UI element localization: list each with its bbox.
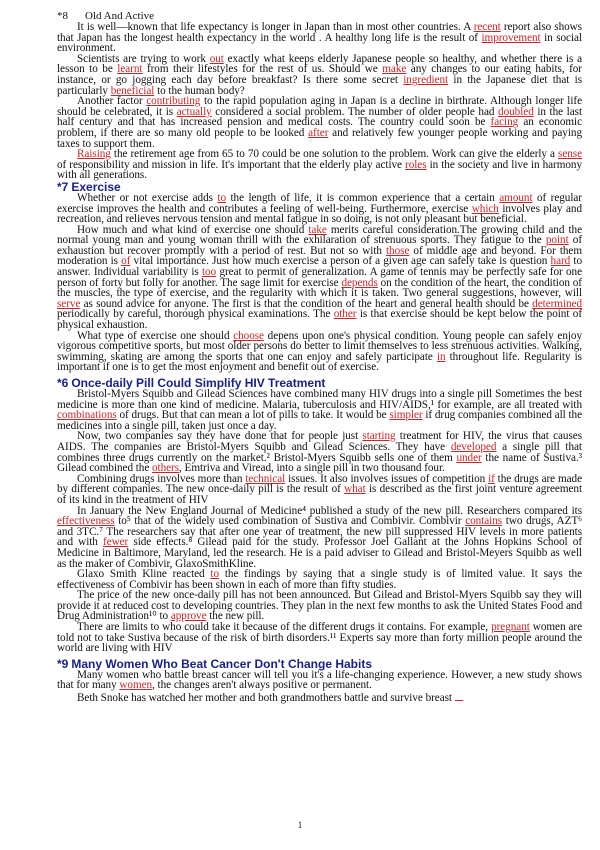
highlighted-word: Raising <box>77 148 111 161</box>
text-run: Beth Snoke has watched her mother and both grandmothers battle and survive breast <box>77 692 455 705</box>
text-run: Now, two companies say they have done that for people just <box>77 430 363 443</box>
text-run: It is well—known that life expectancy is longer in Japan than in most other countries. A <box>77 21 474 33</box>
text-run: There are limits to who could take it because of the different drugs it contains. For example, <box>77 621 492 634</box>
text-run: two drugs, AZT⁶ and 3TC.⁷ The researchers say that after one year of treatment, the new pill suppressed HIV levels in more patients and with <box>57 515 582 549</box>
highlighted-word: to <box>210 568 220 581</box>
text-run: involves play and recreation, and relieves nervous tension and mental fatigue in so doing, is not only pleasant but beneficial. <box>57 202 582 226</box>
text-run: How much and what kind of exercise one should <box>77 223 309 236</box>
text-run: the length of life, it is common experience that a certain <box>226 191 500 204</box>
text-run: merits careful consideration.The growing child and the normal young man and young woman thrill with the exhilaration of strenuous sports. They fatigue to the <box>57 223 582 247</box>
highlighted-word: to <box>217 191 226 204</box>
text-run: is that exercise should be kept below the point of physical exhaustion. <box>57 308 582 332</box>
highlighted-word: under <box>456 451 482 464</box>
text-run: depens upon one's physical condition. Young people can safely enjoy vigorous competitive sports, but most older persons do better to limit themselves to less strenuous activities. Walking, swimming, skating are among the sports that one can enjoy and safely participate <box>57 329 583 363</box>
paragraph <box>57 96 582 149</box>
highlighted-word: starting <box>362 430 396 443</box>
highlighted-word: actually <box>176 105 212 118</box>
text-run: to the rapid population aging in Japan is a decline in birthrate. Although longer life should be celebrated, it is <box>57 95 582 118</box>
text-run: of drugs. But that can mean a lot of pills to take. It would be <box>116 409 390 422</box>
page-number: 1 <box>297 820 303 830</box>
text-run: of regular exercise improves the health and contributes a feeling of well-being. Furthermore, exercise <box>57 191 582 215</box>
text-run: the retirement age from 65 to 70 could be one solution to the problem. Work can give the elderly a <box>110 148 559 161</box>
highlighted-word: facing <box>490 116 519 129</box>
text-run: the findings by saying that a single study is of limited value. It says the effectiveness of Combivir has been shown in each of more than fifty studies. <box>57 568 582 591</box>
text-run: in the Japanese diet that is particularly <box>57 73 582 97</box>
highlighted-word: make <box>382 63 407 76</box>
text-run: to the human body? <box>154 84 245 97</box>
text-run: great to permit of generalization. A game of tennis may be perfectly safe for one person of forty but folly for another. The sage limit for exercise <box>57 266 582 289</box>
text-run: to answer. Individual variability is <box>57 255 582 279</box>
text-run: side effects.⁸ Gilead paid for the study. Professor Joel Gallant at the Johns Hopkins School of Medicine in Baltimore, Maryland, led the research. He is a paid adviser to Gilead and Bristol-Meyers Squibb as well as the maker of Combivir, GlaxoSmithKline. <box>57 536 582 570</box>
text-run: the drugs are made by different companies. The new once-daily pill is the result of <box>57 472 582 496</box>
text-run: throughout life. Regularity is important if one is to get the most enjoyment and benefit out of exercise. <box>57 350 582 374</box>
text-run: the name of Sustiva.³ Gilead combined the <box>57 451 582 475</box>
text-run: , the changes aren't always positive or permanent. <box>152 679 372 692</box>
paragraph <box>57 506 582 570</box>
highlighted-word: take <box>308 223 327 236</box>
highlighted-word: fewer <box>103 536 129 549</box>
highlighted-word: approve <box>170 610 207 623</box>
highlighted-word: women <box>119 679 153 692</box>
highlighted-word: combinations <box>57 409 117 422</box>
text-run: in social environment. <box>57 31 582 55</box>
text-run: and relatively few younger people working and paying taxes to support them. <box>57 126 582 150</box>
highlighted-word: which <box>471 202 499 215</box>
paragraph <box>57 691 582 704</box>
text-run: Whether or not exercise adds <box>77 191 218 204</box>
text-run: Bristol-Myers Squibb and Gilead Sciences have combined many HIV drugs into a single pill Sometimes the best medicine is more than one kind of medicine. Malaria, tuberculosis and HIV/AIDS,¹ for example, are all treated with <box>57 388 582 411</box>
blank-line <box>455 691 463 701</box>
section-number: *6 <box>57 376 69 390</box>
highlighted-word: contributing <box>146 95 201 108</box>
text-run: Another factor <box>77 95 147 108</box>
text-run: is described as the first joint venture agreement of its kind in the treatment of HIV <box>57 483 583 506</box>
text-run: if drug companies combined all the medicines into a single pill, taken just once a day. <box>57 409 582 432</box>
paragraph <box>57 193 582 225</box>
highlighted-word: choose <box>233 329 264 342</box>
text-run: the new pill. <box>206 610 265 623</box>
paragraph <box>57 431 582 473</box>
section-number: *7 <box>57 179 69 194</box>
highlighted-word: beneficial <box>110 84 155 97</box>
text-run: of responsibility and mission in life. It's important that the elderly play active <box>57 158 406 171</box>
highlighted-word: improvement <box>481 31 541 44</box>
highlighted-word: hard <box>550 255 571 268</box>
text-run: considered a social problem. The number of older people had <box>211 105 499 118</box>
text-run: periodically by careful, thorough physical examinations. The <box>57 308 334 321</box>
text-run: to⁵ that of the widely used combination of Sustiva and Combivir. Combivir <box>114 515 466 528</box>
document-body <box>57 10 582 704</box>
paragraph <box>57 225 582 331</box>
text-run: Glaxo Smith Kline reacted <box>77 568 211 581</box>
highlighted-word: amount <box>499 191 533 204</box>
highlighted-word: doubled <box>498 105 534 118</box>
highlighted-word: point <box>545 234 569 247</box>
highlighted-word: contains <box>465 515 503 528</box>
text-run: The price of the new once-daily pill has not been announced. But Gilead and Bristol-Myers Squibb say they will provide it at reduced cost to developing countries. They plan in the next few months to ask the United States Food and Drug Administration¹⁰ to <box>57 589 582 623</box>
text-run: from their lifestyles for the rest of us. Should we <box>142 63 383 76</box>
section-number: *9 <box>57 656 69 671</box>
highlighted-word: recent <box>473 21 501 33</box>
text-run: in the last half century and that has increased pension and medical costs. The country could soon be <box>57 105 583 129</box>
section-s8 <box>57 10 582 181</box>
highlighted-word: in <box>436 350 446 363</box>
text-run: women are told not to take Sustiva because of the risk of birth disorders.¹¹ Experts say more than forty million people around the world are living with HIV <box>57 621 582 655</box>
text-run: , Emtriva and Viread, into a single pill in two thousand four. <box>179 462 445 475</box>
highlighted-word: pregnant <box>491 621 530 634</box>
paragraph <box>57 54 582 96</box>
text-run: in the society and live in harmony with all generations. <box>57 158 582 182</box>
highlighted-word: depends <box>341 276 378 289</box>
highlighted-word: effectiveness <box>57 515 115 528</box>
text-run: vital importance. Just how much exercise a person of a given age can safely take is question <box>130 255 551 268</box>
text-run: In January the New England Journal of Medicine⁴ published a study of the new pill. Researchers compared its <box>77 504 582 517</box>
text-run: any changes to our eating habits, for instance, or go jogging each day before breakfast? Is there some secret <box>57 63 582 86</box>
highlighted-word: those <box>386 244 410 257</box>
highlighted-word: others <box>152 462 180 475</box>
paragraph <box>57 331 582 373</box>
highlighted-word: ingredient <box>403 73 449 86</box>
highlighted-word: after <box>308 126 329 139</box>
text-run: as sound advice for anyone. The first is that the condition of the heart and general health should be <box>80 297 533 310</box>
paragraph <box>57 389 582 431</box>
section-number: *8 <box>57 10 68 22</box>
paragraph <box>57 474 582 506</box>
section-s9 <box>57 658 582 704</box>
paragraph <box>57 22 582 54</box>
section-s6 <box>57 377 582 654</box>
section-title: Many Women Who Beat Cancer Don't Change Habits <box>71 656 373 671</box>
highlighted-word: determined <box>532 297 582 310</box>
text-run: treatment for HIV, the virus that causes AIDS. The companies are Bristol-Myers Squibb and Gilead Sciences. They have <box>57 430 582 453</box>
highlighted-word: developed <box>450 440 497 453</box>
highlighted-word: simpler <box>389 409 423 422</box>
text-run: What type of exercise one should <box>77 329 234 342</box>
text-run: report also shows that Japan has the longest health expectancy in the world . A healthy long life is the result of <box>57 21 582 44</box>
paragraph <box>57 569 582 590</box>
paragraph <box>57 149 582 181</box>
text-run: exactly what keeps elderly Japanese people so healthy, and whether there is a lesson to be <box>57 52 582 76</box>
paragraph <box>57 590 582 622</box>
paragraph <box>57 670 582 691</box>
text-run: of exhaustion but recover promptly with a period of rest. But not so with <box>57 234 582 257</box>
highlighted-word: out <box>209 52 224 65</box>
text-run: Many women who battle breast cancer will tell you it's a life-changing experience. However, a new study shows that for many <box>57 668 582 692</box>
section-title: Exercise <box>71 179 121 194</box>
text-run: Scientists are trying to work <box>77 52 210 65</box>
text-run: issues. It also involves issues of competition <box>285 472 489 485</box>
highlighted-word: sense <box>558 148 582 161</box>
text-run: of middle age and beyond. For them moderation is <box>57 244 582 268</box>
highlighted-word: technical <box>245 472 286 485</box>
highlighted-word: learnt <box>117 63 143 76</box>
text-run: an economic problem, if there are so many old people to be looked <box>57 116 582 139</box>
highlighted-word: roles <box>405 158 427 171</box>
highlighted-word: what <box>344 483 366 496</box>
highlighted-word: other <box>333 308 357 321</box>
text-run: Combining drugs involves more than <box>77 472 246 485</box>
section-s7 <box>57 181 582 373</box>
highlighted-word: serve <box>57 297 81 310</box>
highlighted-word: if <box>488 472 495 485</box>
section-title: Once-daily Pill Could Simplify HIV Treatment <box>71 376 326 390</box>
text-run: on the condition of the heart, the condition of the muscles, the type of exercise, and the regularity with which it is taken. Two general suggestions, however, will <box>57 276 582 300</box>
paragraph <box>57 622 582 654</box>
text-run: a single pill that combines three drugs currently on the market.² Bristol-Myers Squibb sells one of them <box>57 440 582 464</box>
highlighted-word: too <box>202 266 217 279</box>
highlighted-word: of <box>121 255 131 268</box>
section-title: Old And Active <box>85 10 155 22</box>
